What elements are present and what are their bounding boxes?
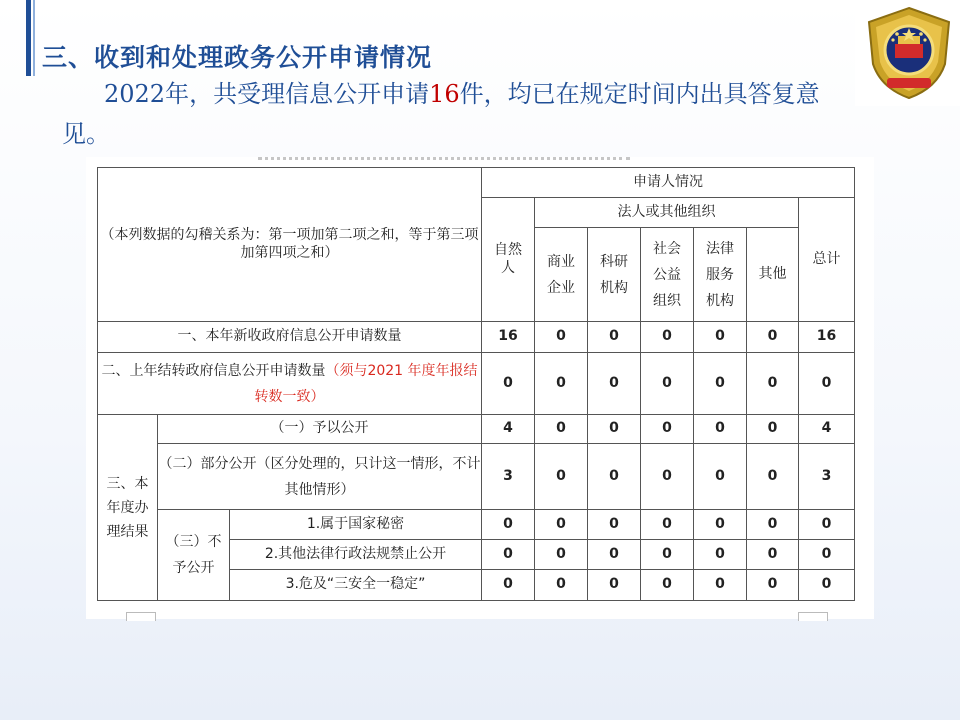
intro-count: 16 (429, 80, 460, 108)
row-partial-note: （区分处理的，只计这一情形，不计其他情形） (256, 455, 481, 498)
header-total: 总计 (799, 198, 855, 322)
table-cell: 0 (694, 353, 747, 415)
table-cell: 0 (641, 570, 694, 601)
header-applicant: 申请人情况 (482, 168, 855, 198)
intro-text-after: 件，均已在规定时间内出具答复意见。 (62, 80, 820, 148)
table-cell: 0 (694, 322, 747, 353)
table-row (98, 415, 855, 444)
table-cell: 0 (641, 415, 694, 444)
police-emblem-icon (865, 6, 953, 100)
cropped-table-caption (258, 157, 630, 166)
group-results-label: 三、本年度办理结果 (98, 415, 158, 601)
table-cell: 0 (588, 415, 641, 444)
table-row (98, 510, 855, 540)
header-legal-service: 法律服务机构 (694, 228, 747, 322)
table-cell: 0 (535, 510, 588, 540)
table-cell: 0 (799, 540, 855, 570)
header-note: （本列数据的勾稽关系为：第一项加第二项之和，等于第三项加第四项之和） (98, 168, 482, 322)
title-accent-bar-light (33, 0, 35, 76)
table-cell: 0 (641, 540, 694, 570)
table-cell: 0 (588, 540, 641, 570)
table-cell: 4 (799, 415, 855, 444)
header-other: 其他 (747, 228, 799, 322)
emblem-container (855, 0, 960, 106)
intro-text-before: 2022年，共受理信息公开申请 (104, 80, 430, 108)
table-cell: 0 (641, 322, 694, 353)
row-not-disclosed-label: （三）不予公开 (158, 510, 230, 601)
table-cell: 0 (482, 353, 535, 415)
table-cell: 0 (588, 353, 641, 415)
table-cell: 0 (535, 322, 588, 353)
table-cell: 0 (694, 444, 747, 510)
table-cell: 16 (799, 322, 855, 353)
header-legal-group: 法人或其他组织 (535, 198, 799, 228)
row-carried-over-text: 二、上年结转政府信息公开申请数量 (101, 362, 326, 379)
table-cell: 0 (535, 540, 588, 570)
table-cell: 16 (482, 322, 535, 353)
table-cell: 0 (482, 510, 535, 540)
title-accent-bar (26, 0, 31, 76)
row-disclosed-label: （一）予以公开 (158, 415, 482, 444)
table-cell: 0 (588, 444, 641, 510)
header-social-welfare: 社会公益组织 (641, 228, 694, 322)
row-carried-over-note: （须与2021 年度年报结转数一致） (254, 362, 478, 405)
table-cell: 0 (747, 444, 799, 510)
row-partial-label (158, 444, 482, 510)
table-cell: 0 (588, 322, 641, 353)
header-natural-person: 自然人 (482, 198, 535, 322)
table-cell: 0 (694, 415, 747, 444)
table-cell: 0 (641, 510, 694, 540)
table-cell: 0 (747, 415, 799, 444)
table-cell: 0 (694, 540, 747, 570)
header-research: 科研机构 (588, 228, 641, 322)
row-law-prohibited-label: 2.其他法律行政法规禁止公开 (230, 540, 482, 570)
table-cell: 0 (799, 510, 855, 540)
table-cell: 0 (747, 540, 799, 570)
table-cell: 0 (747, 570, 799, 601)
row-security-label: 3.危及“三安全一稳定” (230, 570, 482, 601)
table-cell: 0 (588, 570, 641, 601)
resize-handle-left[interactable] (126, 612, 156, 621)
table-cell: 0 (799, 353, 855, 415)
table-cell: 0 (482, 540, 535, 570)
table-cell: 3 (482, 444, 535, 510)
header-commercial: 商业企业 (535, 228, 588, 322)
table-cell: 0 (747, 510, 799, 540)
table-cell: 0 (694, 570, 747, 601)
table-cell: 0 (641, 353, 694, 415)
table-cell: 0 (799, 570, 855, 601)
row-carried-over-label (98, 353, 482, 415)
table-cell: 0 (535, 353, 588, 415)
table-cell: 4 (482, 415, 535, 444)
table-row (98, 444, 855, 510)
table-row (98, 353, 855, 415)
intro-paragraph (62, 74, 822, 154)
slide-title: 三、收到和处理政务公开申请情况 (42, 43, 433, 72)
table-cell: 3 (799, 444, 855, 510)
row-partial-text: （二）部分公开 (158, 455, 257, 472)
row-state-secret-label: 1.属于国家秘密 (230, 510, 482, 540)
table-cell: 0 (694, 510, 747, 540)
disclosure-table (97, 167, 855, 601)
table-cell: 0 (535, 444, 588, 510)
table-cell: 0 (747, 322, 799, 353)
table-cell: 0 (482, 570, 535, 601)
table-cell: 0 (588, 510, 641, 540)
resize-handle-right[interactable] (798, 612, 828, 621)
table-cell: 0 (535, 415, 588, 444)
row-new-requests-label: 一、本年新收政府信息公开申请数量 (98, 322, 482, 353)
table-cell: 0 (747, 353, 799, 415)
table-row (98, 322, 855, 353)
table-cell: 0 (641, 444, 694, 510)
table-cell: 0 (535, 570, 588, 601)
